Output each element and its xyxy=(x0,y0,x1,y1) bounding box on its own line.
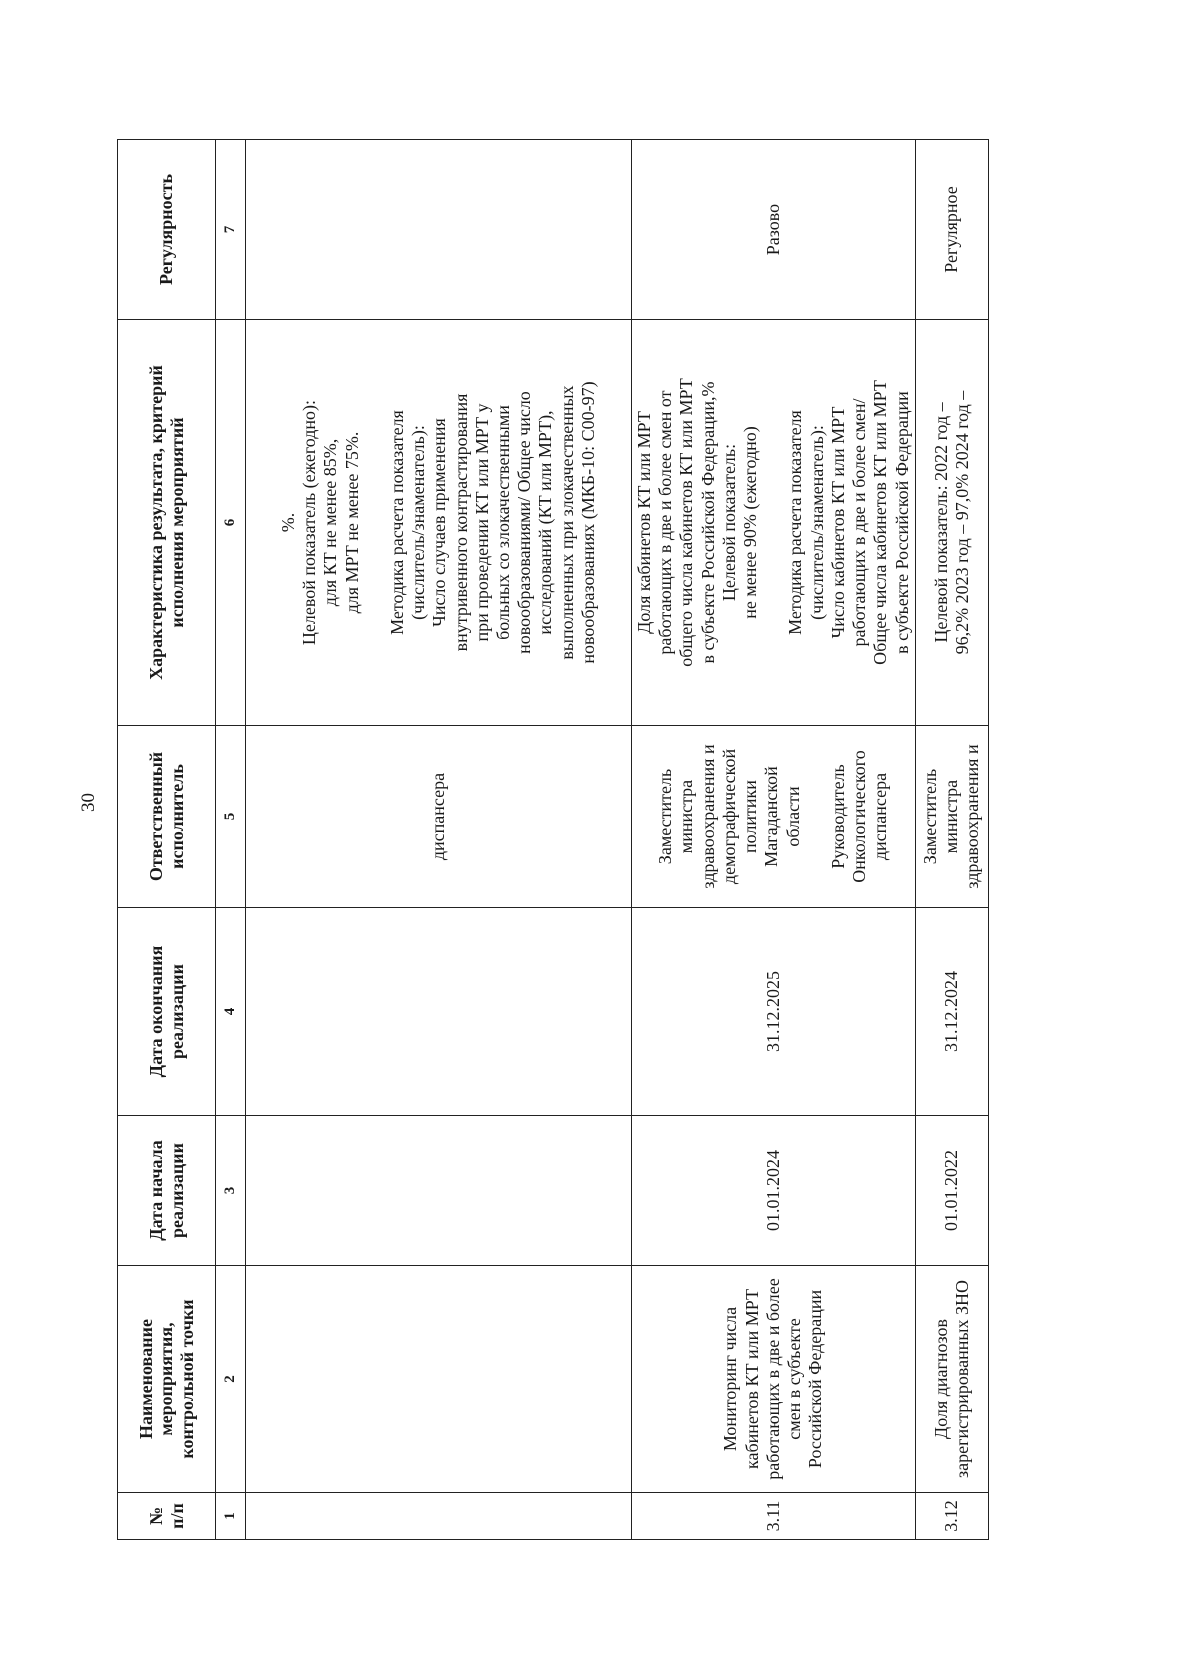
result-method: Методика расчета показателя (числитель/знаменатель): Число кабинетов КТ или МРТ работающих в две и более смен/ Общее числа кабинетов КТ или МРТ в субъекте Российской Федерации xyxy=(785,380,912,665)
table-header-row xyxy=(118,140,216,1540)
paragraph-gap xyxy=(363,325,387,720)
column-numbers-row xyxy=(216,140,246,1540)
column-number: 2 xyxy=(216,1266,246,1493)
row-result xyxy=(246,320,632,726)
row-end-date: 31.12.2024 xyxy=(915,908,988,1116)
measures-table xyxy=(117,139,989,1540)
row-regularity: Разово xyxy=(632,140,916,320)
responsible-dispensary-head: Руководитель Онкологического диспансера xyxy=(827,750,891,883)
column-number: 6 xyxy=(216,320,246,726)
row-regularity xyxy=(246,140,632,320)
row-number: 3.11 xyxy=(632,1493,916,1540)
row-responsible xyxy=(246,726,632,908)
row-end-date xyxy=(246,908,632,1116)
column-number: 3 xyxy=(216,1116,246,1266)
rotated-table-container xyxy=(117,140,987,1540)
responsible-deputy-minister: Заместитель министра здравоохранения и демографической политики Магаданской области xyxy=(655,744,803,889)
header-end-date: Дата окончания реализации xyxy=(118,908,216,1116)
row-name: Мониторинг числа кабинетов КТ или МРТ работающих в две и более смен в субъекте Российской Федерации xyxy=(632,1266,916,1493)
row-responsible: Заместитель министра здравоохранения и xyxy=(915,726,988,908)
page-number: 30 xyxy=(78,793,99,812)
header-responsible: Ответственный исполнитель xyxy=(118,726,216,908)
result-target: Доля кабинетов КТ или МРТ работающих в две и более смен от общего числа кабинетов КТ или МРТ в субъекте Российской Федерации,% Целевой показатель: не менее 90% (ежегодно) xyxy=(634,378,761,667)
header-regularity: Регулярность xyxy=(118,140,216,320)
result-method: Методика расчета показателя (числитель/знаменатель): Число случаев применения внутривенного контрастирования при проведении КТ или МРТ у больных со злокачественными новообразованиями/ Общее число исследований (КТ или МРТ), выполненных при злокачественных новообразованиях (МКБ-10: С00-97) xyxy=(386,381,598,664)
table-row-continued xyxy=(246,140,632,1540)
row-regularity: Регулярное xyxy=(915,140,988,320)
row-start-date: 01.01.2022 xyxy=(915,1116,988,1266)
column-number: 4 xyxy=(216,908,246,1116)
row-end-date: 31.12.2025 xyxy=(632,908,916,1116)
table-row-3-12 xyxy=(915,140,988,1540)
row-start-date xyxy=(246,1116,632,1266)
header-start-date: Дата начала реализации xyxy=(118,1116,216,1266)
result-unit: %. xyxy=(277,512,298,533)
table-row-3-11 xyxy=(632,140,916,1540)
row-number: 3.12 xyxy=(915,1493,988,1540)
header-result: Характеристика результата, критерий исполнения мероприятий xyxy=(118,320,216,726)
column-number: 1 xyxy=(216,1493,246,1540)
paragraph-gap xyxy=(804,731,828,902)
row-responsible xyxy=(632,726,916,908)
paragraph-gap xyxy=(761,325,785,720)
row-start-date: 01.01.2024 xyxy=(632,1116,916,1266)
result-target: Целевой показатель (ежегодно): для КТ не менее 85%, для МРТ не менее 75%. xyxy=(299,399,362,646)
column-number: 5 xyxy=(216,726,246,908)
row-number xyxy=(246,1493,632,1540)
responsible-text: диспансера xyxy=(427,772,448,861)
header-name: Наименование мероприятия, контрольной точки xyxy=(118,1266,216,1493)
row-name xyxy=(246,1266,632,1493)
row-result xyxy=(632,320,916,726)
row-name: Доля диагнозов зарегистрированных ЗНО xyxy=(915,1266,988,1493)
column-number: 7 xyxy=(216,140,246,320)
row-result: Целевой показатель: 2022 год – 96,2% 2023 год – 97,0% 2024 год – xyxy=(915,320,988,726)
header-number: № п/п xyxy=(118,1493,216,1540)
